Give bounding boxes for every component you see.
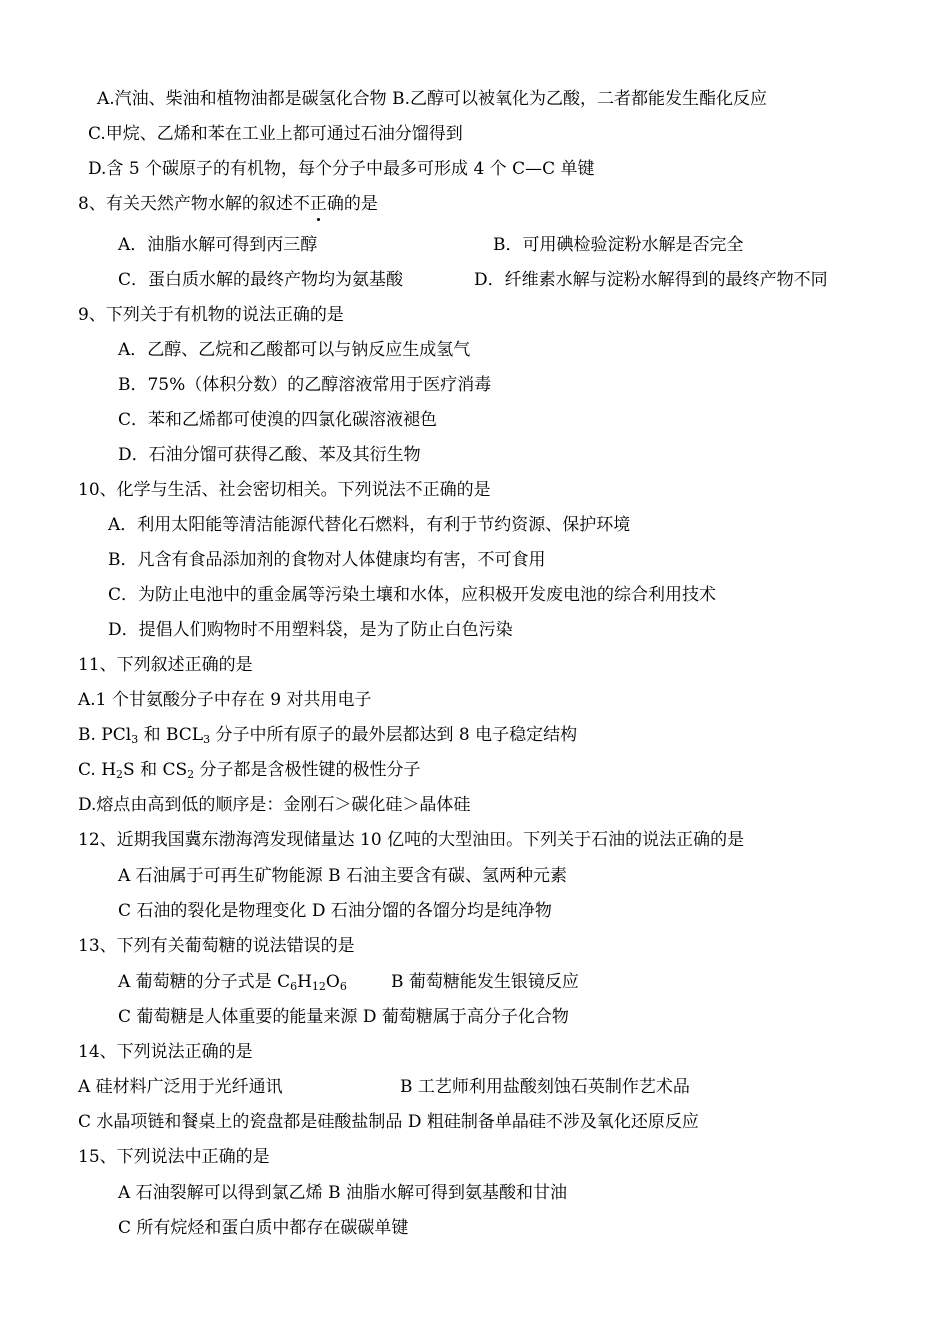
question-14-stem: 14、下列说法正确的是 <box>78 1042 253 1062</box>
option-11a: A.1 个甘氨酸分子中存在 9 对共用电子 <box>78 690 372 710</box>
option-11c <box>78 759 421 781</box>
option-13a-part2: H <box>297 972 312 992</box>
question-15-stem: 15、下列说法中正确的是 <box>78 1147 270 1167</box>
question-10-stem: 10、化学与生活、社会密切相关。下列说法不正确的是 <box>78 480 491 500</box>
subscript: 3 <box>203 733 211 746</box>
option-7d: D.含 5 个碳原子的有机物，每个分子中最多可形成 4 个 C—C 单键 <box>88 159 595 179</box>
question-11-stem: 11、下列叙述正确的是 <box>78 655 253 675</box>
option-7a-7b: A.汽油、柴油和植物油都是碳氢化合物 B.乙醇可以被氧化为乙酸，二者都能发生酯化反应 <box>97 89 767 109</box>
option-10c: C．为防止电池中的重金属等污染土壤和水体，应积极开发废电池的综合利用技术 <box>108 585 717 605</box>
option-13a-part3: O <box>325 972 340 992</box>
option-12a-12b: A 石油属于可再生矿物能源 B 石油主要含有碳、氢两种元素 <box>118 866 567 886</box>
question-12-stem: 12、近期我国冀东渤海湾发现储量达 10 亿吨的大型油田。下列关于石油的说法正确的是 <box>78 830 745 850</box>
question-13-stem: 13、下列有关葡萄糖的说法错误的是 <box>78 936 355 956</box>
option-10d: D．提倡人们购物时不用塑料袋，是为了防止白色污染 <box>108 620 513 640</box>
option-9c: C．苯和乙烯都可使溴的四氯化碳溶液褪色 <box>118 410 438 430</box>
option-14c-14d: C 水晶项链和餐桌上的瓷盘都是硅酸盐制品 D 粗硅制备单晶硅不涉及氧化还原反应 <box>78 1112 699 1132</box>
option-8c: C．蛋白质水解的最终产物均为氨基酸 <box>118 270 404 290</box>
question-9-stem: 9、下列关于有机物的说法正确的是 <box>78 305 344 325</box>
question-8-stem <box>78 193 378 215</box>
option-8b: B．可用碘检验淀粉水解是否完全 <box>493 235 744 255</box>
option-15c: C 所有烷烃和蛋白质中都存在碳碳单键 <box>118 1218 409 1238</box>
option-11c-part1: C. H <box>78 760 117 780</box>
question-8-text-end: 的是 <box>343 194 378 214</box>
option-9b: B．75%（体积分数）的乙醇溶液常用于医疗消毒 <box>118 375 492 395</box>
subscript: 6 <box>339 980 347 993</box>
subscript: 12 <box>311 980 326 993</box>
subscript: 3 <box>131 733 139 746</box>
option-8a: A．油脂水解可得到丙三醇 <box>118 235 318 255</box>
option-13a-part1: A 葡萄糖的分子式是 C <box>118 972 291 992</box>
option-10a: A．利用太阳能等清洁能源代替化石燃料，有利于节约资源、保护环境 <box>108 515 631 535</box>
subscript: 2 <box>187 768 195 781</box>
emphasis-dotted-text: 不正确 <box>292 194 344 214</box>
option-11c-part2: S 和 CS <box>123 760 188 780</box>
option-13c-13d: C 葡萄糖是人体重要的能量来源 D 葡萄糖属于高分子化合物 <box>118 1007 569 1027</box>
option-8d: D．纤维素水解与淀粉水解得到的最终产物不同 <box>474 270 828 290</box>
option-11b-part3: 分子中所有原子的最外层都达到 8 电子稳定结构 <box>210 725 578 745</box>
option-15a-15b: A 石油裂解可以得到氯乙烯 B 油脂水解可得到氨基酸和甘油 <box>118 1183 567 1203</box>
option-13a <box>118 971 347 993</box>
subscript: 6 <box>290 980 298 993</box>
option-7c: C.甲烷、乙烯和苯在工业上都可通过石油分馏得到 <box>88 124 463 144</box>
option-11b-part2: 和 BCL <box>138 725 204 745</box>
option-11b-part1: B. PCl <box>78 725 132 745</box>
option-14a: A 硅材料广泛用于光纤通讯 <box>78 1077 283 1097</box>
subscript: 2 <box>116 768 124 781</box>
option-12c-12d: C 石油的裂化是物理变化 D 石油分馏的各馏分均是纯净物 <box>118 901 552 921</box>
option-10b: B．凡含有食品添加剂的食物对人体健康均有害，不可食用 <box>108 550 546 570</box>
option-14b: B 工艺师利用盐酸刻蚀石英制作艺术品 <box>400 1077 690 1097</box>
option-13b: B 葡萄糖能发生银镜反应 <box>391 972 579 992</box>
question-8-text: 8、有关天然产物水解的叙述 <box>78 194 293 214</box>
option-11d: D.熔点由高到低的顺序是：金刚石＞碳化硅＞晶体硅 <box>78 795 471 815</box>
option-9a: A．乙醇、乙烷和乙酸都可以与钠反应生成氢气 <box>118 340 471 360</box>
option-11c-part3: 分子都是含极性键的极性分子 <box>194 760 421 780</box>
option-9d: D．石油分馏可获得乙酸、苯及其衍生物 <box>118 445 421 465</box>
option-11b <box>78 724 577 746</box>
